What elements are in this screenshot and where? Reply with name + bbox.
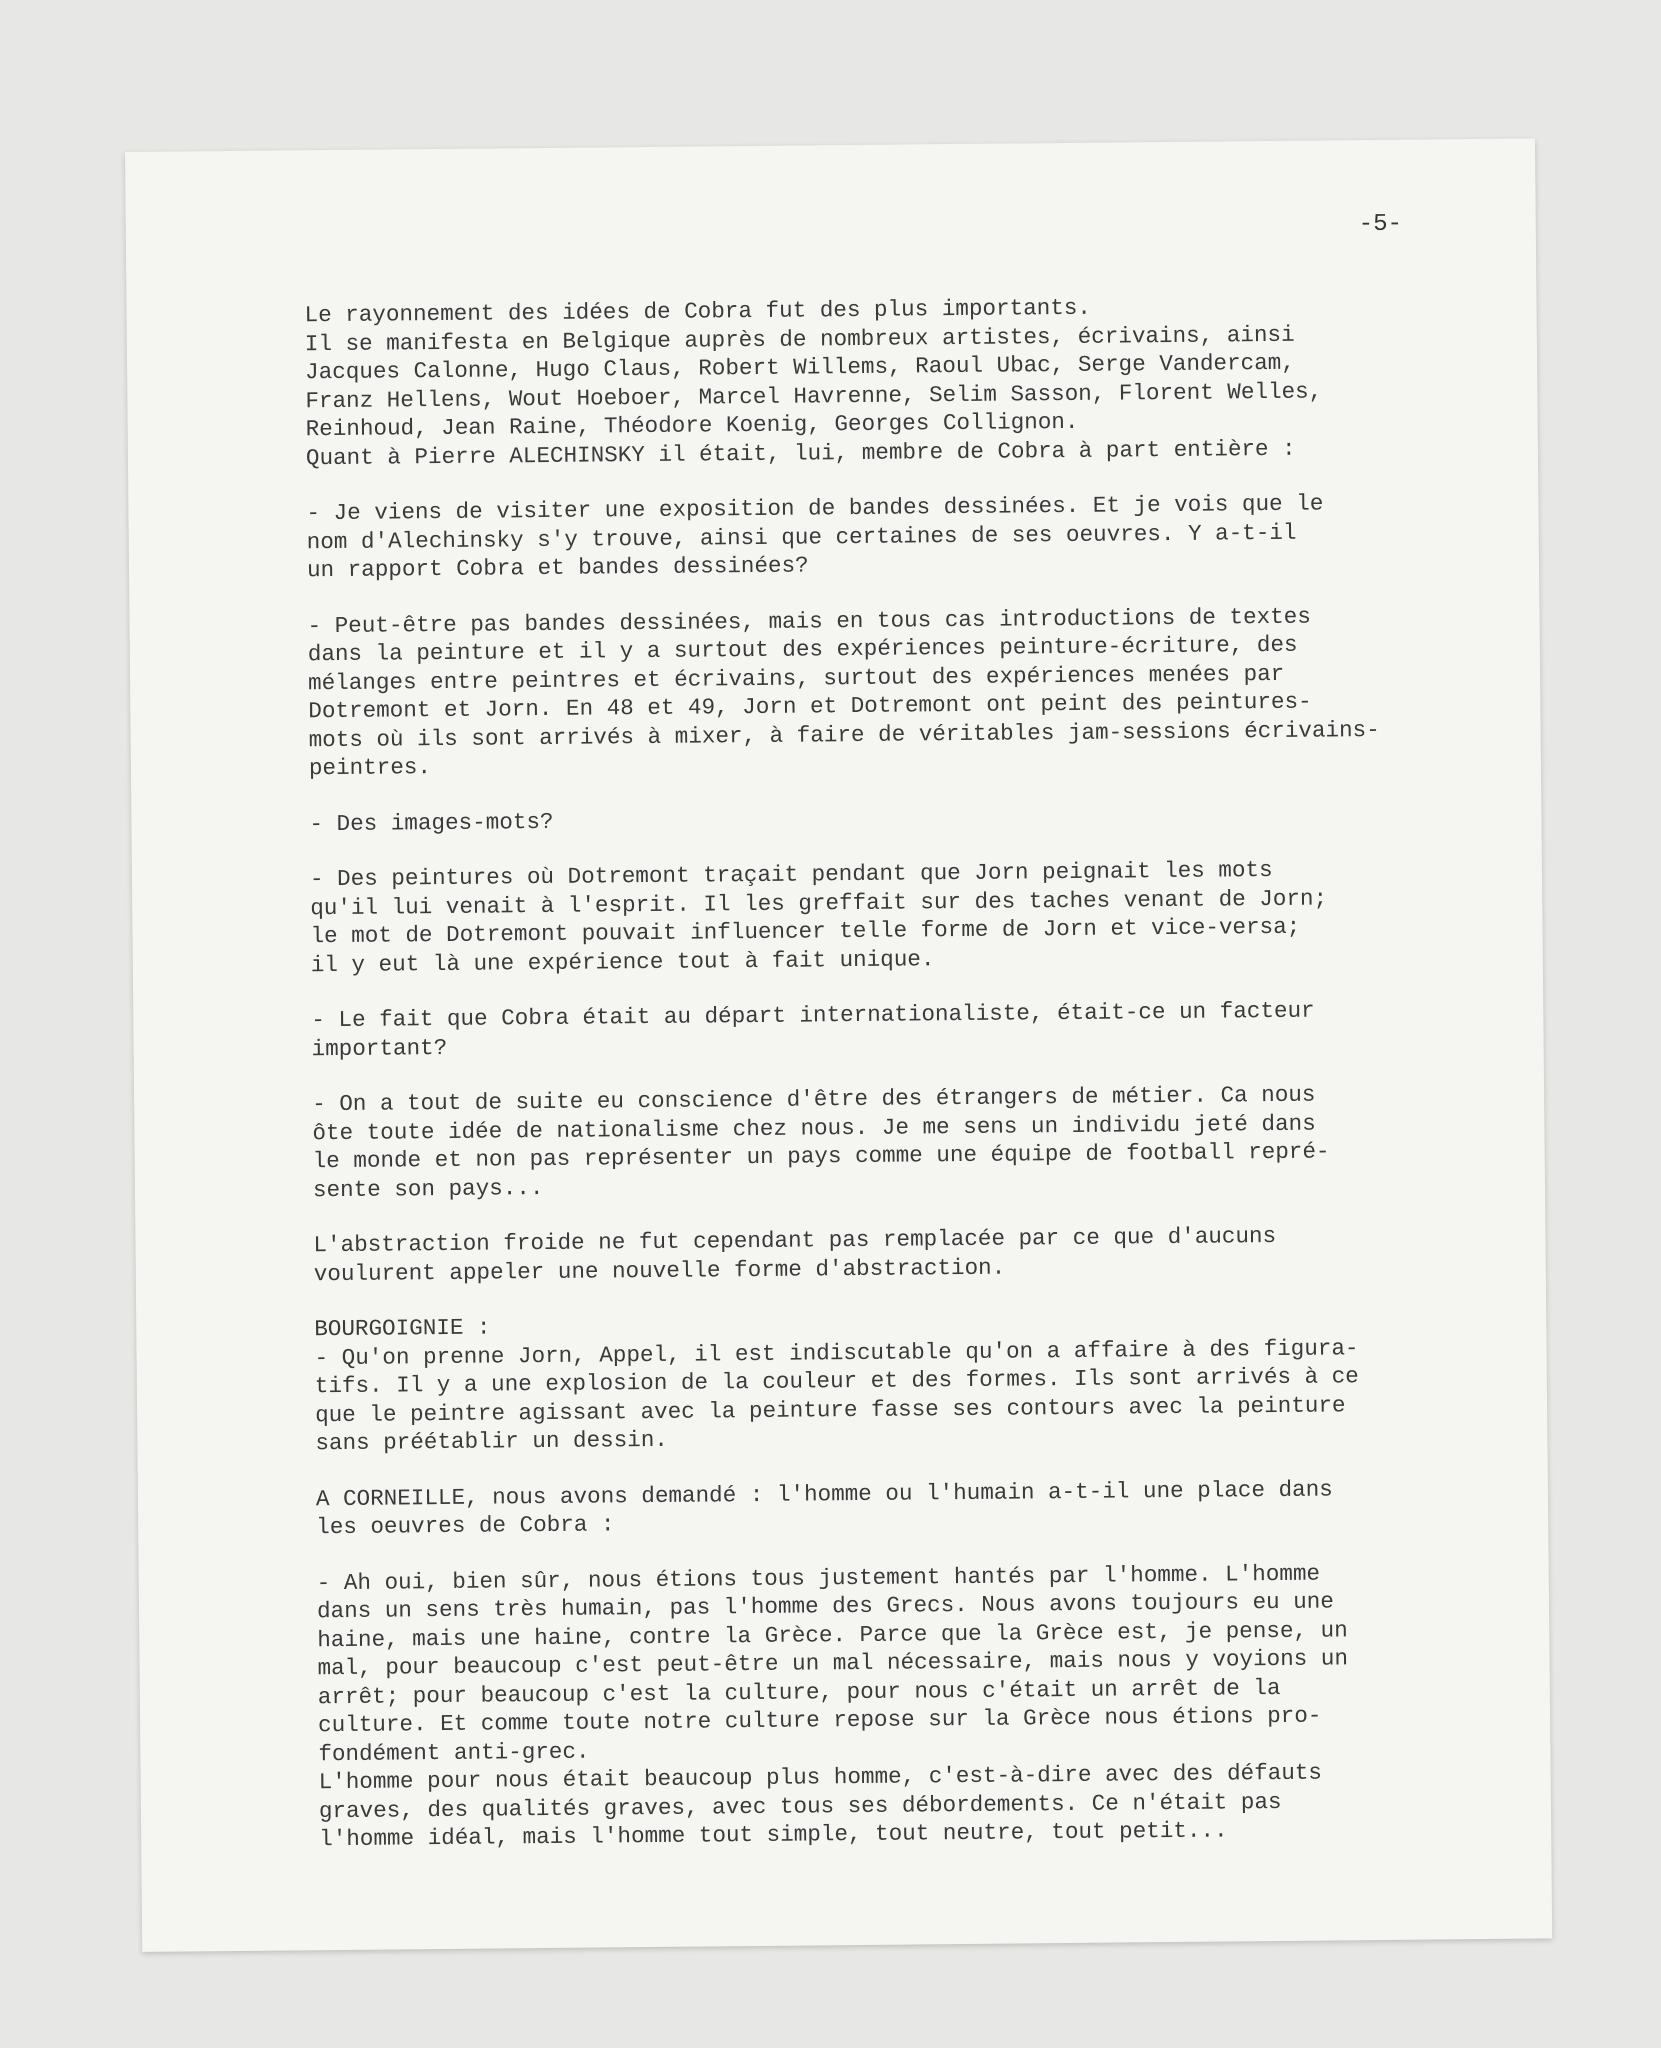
paragraph — [311, 996, 1421, 1064]
paragraph — [306, 489, 1417, 585]
text-line: Quant à Pierre ALECHINSKY il était, lui, membre de Cobra à part entière : — [305, 435, 1296, 471]
paragraph — [312, 1080, 1423, 1205]
typewritten-page — [125, 138, 1552, 1951]
text-line: les oeuvres de Cobra : — [316, 1511, 615, 1541]
text-line: Le rayonnement des idées de Cobra fut des plus importants. — [304, 294, 1092, 329]
text-line: - On a tout de suite eu conscience d'être des étrangers de métier. Ca nous — [312, 1081, 1316, 1118]
text-line: - Des images-mots? — [309, 808, 554, 837]
text-line: - Le fait que Cobra était au départ internationaliste, était-ce un facteur — [311, 997, 1315, 1034]
text-line: nom d'Alechinsky s'y trouve, ainsi que certaines de ses oeuvres. Y a-t-il — [306, 519, 1297, 555]
paragraph — [307, 601, 1419, 783]
page-number: -5- — [1358, 210, 1403, 239]
text-line: mélanges entre peintres et écrivains, surtout des expériences menées par — [307, 660, 1285, 696]
text-line: fondément anti-grec. — [318, 1738, 590, 1767]
text-line: Dotremont et Jorn. En 48 et 49, Jorn et Dotremont ont peint des peintures- — [308, 688, 1312, 725]
text-line: BOURGOIGNIE : — [314, 1314, 491, 1343]
text-line: arrêt; pour beaucoup c'est la culture, pour nous c'était un arrêt de la — [317, 1674, 1281, 1710]
text-line: Il se manifesta en Belgique auprès de nombreux artistes, écrivains, ainsi — [304, 321, 1295, 357]
paragraph — [313, 1221, 1423, 1289]
paragraph — [304, 291, 1416, 473]
text-line: - Ah oui, bien sûr, nous étions tous justement hantés par l'homme. L'homme — [316, 1560, 1321, 1596]
text-line: tifs. Il y a une explosion de la couleur et des formes. Ils sont arrivés à ce — [314, 1363, 1359, 1400]
text-line: dans la peinture et il y a surtout des expériences peinture-écriture, des — [307, 631, 1298, 668]
text-line: mots où ils sont arrivés à mixer, à faire de véritables jam-sessions écrivains- — [308, 716, 1380, 753]
text-line: Jacques Calonne, Hugo Claus, Robert Willems, Raoul Ubac, Serge Vandercam, — [304, 349, 1295, 386]
text-line: culture. Et comme toute notre culture repose sur la Grèce nous étions pro- — [317, 1702, 1322, 1739]
text-line: peintres. — [308, 754, 432, 782]
text-line: - Qu'on prenne Jorn, Appel, il est indiscutable qu'on a affaire à des figura- — [314, 1334, 1359, 1371]
text-line: - Des peintures où Dotremont traçait pendant que Jorn peignait les mots — [309, 857, 1273, 893]
text-line: L'homme pour nous était beaucoup plus homme, c'est-à-dire avec des défauts — [318, 1759, 1323, 1796]
paragraph — [314, 1305, 1425, 1458]
document-body — [304, 291, 1429, 1881]
text-line: mal, pour beaucoup c'est peut-être un mal nécessaire, mais nous y voyions un — [317, 1645, 1349, 1682]
text-line: Reinhoud, Jean Raine, Théodore Koenig, Georges Collignon. — [305, 408, 1079, 443]
text-line: un rapport Cobra et bandes dessinées? — [306, 552, 809, 584]
text-line: le monde et non pas représenter un pays comme une équipe de football repré- — [312, 1138, 1330, 1175]
text-line: sente son pays... — [312, 1174, 544, 1203]
text-line: haine, mais une haine, contre la Grèce. Parce que la Grèce est, je pense, un — [317, 1616, 1348, 1653]
text-line: l'homme idéal, mais l'homme tout simple, tout neutre, tout petit... — [319, 1817, 1228, 1853]
text-line: il y eut là une expérience tout à fait unique. — [310, 945, 935, 978]
text-line: Franz Hellens, Wout Hoeboer, Marcel Havrenne, Selim Sasson, Florent Welles, — [305, 378, 1323, 414]
text-line: important? — [311, 1034, 448, 1062]
text-line: qu'il lui venait à l'esprit. Il les greffait sur des taches venant de Jorn; — [310, 884, 1328, 921]
text-line: ôte toute idée de nationalisme chez nous. Je me sens un individu jeté dans — [312, 1110, 1316, 1146]
text-line: - Peut-être pas bandes dessinées, mais en tous cas introductions de textes — [307, 603, 1311, 639]
text-line: le mot de Dotremont pouvait influencer telle forme de Jorn et vice-versa; — [310, 913, 1301, 950]
text-line: dans un sens très humain, pas l'homme des Grecs. Nous avons toujours eu une — [316, 1588, 1334, 1625]
paragraph — [310, 855, 1421, 980]
text-line: - Je viens de visiter une exposition de bandes dessinées. Et je vois que le — [306, 490, 1324, 527]
paragraph — [309, 799, 1419, 838]
text-line: voulurent appeler une nouvelle forme d'abstraction. — [313, 1254, 1006, 1287]
text-line: sans préétablir un dessin. — [315, 1426, 669, 1457]
text-line: que le peintre agissant avec la peinture fasse ses contours avec la peinture — [315, 1391, 1346, 1428]
text-line: graves, des qualités graves, avec tous ses débordements. Ce n'était pas — [318, 1788, 1282, 1824]
paragraph — [317, 1558, 1430, 1854]
paragraph — [316, 1474, 1426, 1542]
text-line: A CORNEILLE, nous avons demandé : l'homme ou l'humain a-t-il une place dans — [315, 1475, 1333, 1512]
text-line: L'abstraction froide ne fut cependant pas remplacée par ce que d'aucuns — [313, 1223, 1277, 1259]
